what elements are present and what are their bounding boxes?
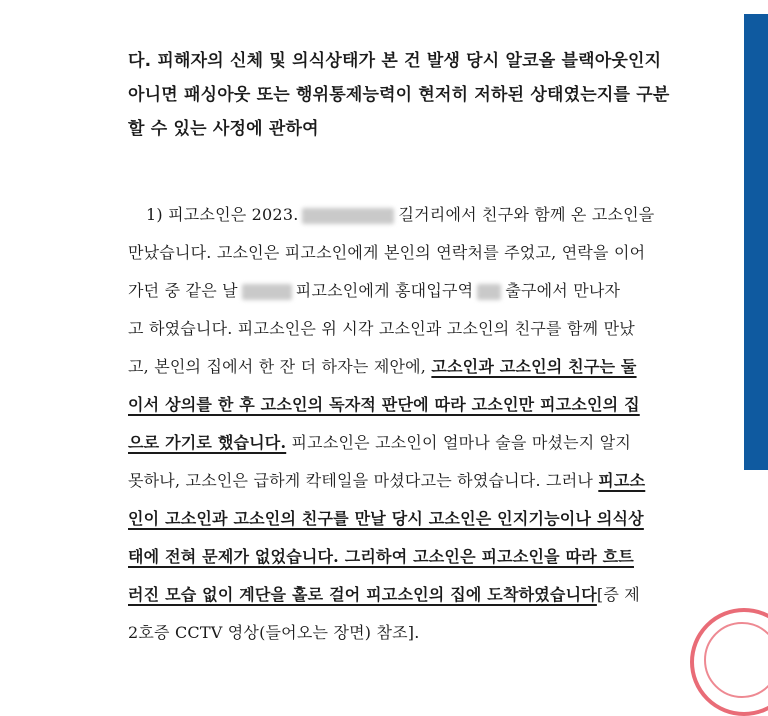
- redacted-time: [242, 284, 292, 300]
- text-segment: 고, 본인의 집에서 한 잔 더 하자는 제안에,: [128, 357, 427, 376]
- text-line: 2호증 CCTV 영상(들어오는 장면) 참조].: [128, 623, 420, 642]
- underlined-text: 으로 가기로 했습니다.: [128, 433, 287, 452]
- text-line: [128, 462, 673, 500]
- underlined-text: 러진 모습 없이 계단을 홀로 걸어 피고소인의 집에 도착하였습니다: [128, 585, 597, 604]
- text-line: [128, 538, 673, 576]
- text-segment: [증 제: [596, 585, 640, 604]
- text-segment: 피고소인에게 홍대입구역: [295, 281, 474, 300]
- text-line: [128, 348, 673, 386]
- text-segment: 가던 중 같은 날: [128, 281, 238, 300]
- redacted-exit-number: [477, 284, 501, 300]
- underlined-text: 태에 전혀 문제가 없었습니다. 그리하여 고소인은 피고소인을 따라 흐트: [128, 547, 634, 566]
- text-segment: 출구에서 만나자: [505, 281, 621, 300]
- underlined-text: 피고소: [598, 471, 646, 490]
- text-segment: 피고소인은 고소인이 얼마나 술을 마셨는지 알지: [286, 433, 632, 452]
- text-line: 고 하였습니다. 피고소인은 위 시각 고소인과 고소인의 친구를 함께 만났: [128, 319, 635, 338]
- underlined-text: 고소인과 고소인의 친구는 둘: [431, 357, 637, 376]
- text-line: [128, 196, 673, 234]
- text-segment: 못하나, 고소인은 급하게 칵테일을 마셨다고는 하였습니다. 그러나: [128, 471, 593, 490]
- heading-line: 할 수 있는 사정에 관하여: [128, 119, 319, 139]
- text-line: [128, 424, 673, 462]
- paragraph-1: [128, 196, 673, 652]
- text-segment: 길거리에서 친구와 함께 온 고소인을: [398, 205, 655, 224]
- text-line: [128, 500, 673, 538]
- heading-line: 아니면 패싱아웃 또는 행위통제능력이 현저히 저하된 상태였는지를 구분: [128, 85, 670, 105]
- section-heading: [128, 44, 673, 146]
- text-segment: 1) 피고소인은 2023.: [146, 205, 299, 224]
- redacted-date: [302, 208, 394, 224]
- text-line: [128, 386, 673, 424]
- text-line: 만났습니다. 고소인은 피고소인에게 본인의 연락처를 주었고, 연락을 이어: [128, 243, 646, 262]
- text-line: [128, 272, 673, 310]
- side-color-bar: [744, 14, 768, 470]
- underlined-text: 인이 고소인과 고소인의 친구를 만날 당시 고소인은 인지기능이나 의식상: [128, 509, 644, 528]
- heading-line: 다. 피해자의 신체 및 의식상태가 본 건 발생 당시 알코올 블랙아웃인지: [128, 51, 662, 71]
- underlined-text: 이서 상의를 한 후 고소인의 독자적 판단에 따라 고소인만 피고소인의 집: [128, 395, 640, 414]
- text-line: [128, 576, 673, 614]
